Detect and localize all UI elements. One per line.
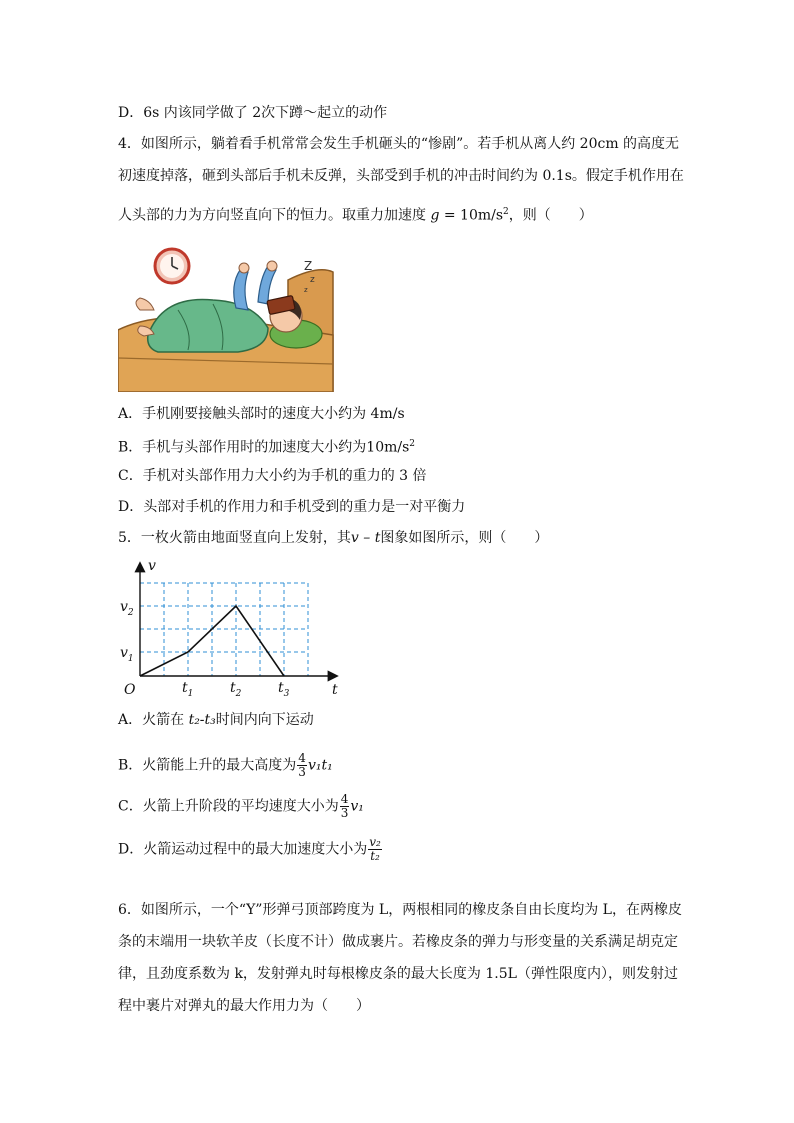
fraction-denominator: 3 [340,806,349,820]
v-axis-label: v [148,558,156,574]
q6-stem-line4: 程中裹片对弹丸的最大作用力为（ ） [118,998,370,1014]
q5-option-a-interval: t₂-t₃ [188,712,216,728]
q5-option-b-expr: v₁t₁ [307,757,333,774]
q5-option-a [118,710,314,730]
q5-vt-symbol: v – t [350,530,381,546]
t2-label: $t_2$ [230,680,242,698]
svg-text:z: z [304,286,308,294]
fraction-denominator: t₂ [370,849,380,863]
fraction-numerator: 4 [298,751,306,765]
q5-option-b [118,752,333,779]
velocity-time-graph [118,558,348,698]
q6-stem-line3: 律，且劲度系数为 k，发射弹丸时每根橡皮条的最大长度为 1.5L（弹性限度内），则发射过 [118,966,678,982]
q5-option-c-fraction [340,793,350,820]
option-d-q3: D．6s 内该同学做了 2次下蹲～起立的动作 [118,105,388,121]
gravity-symbol: g [430,207,440,224]
q4-stem-line2: 初速度掉落，砸到头部后手机未反弹，头部受到手机的冲击时间约为 0.1s。假定手机作用在 [118,168,684,184]
q4-option-b [118,434,415,458]
graph-grid [140,583,308,676]
q5-option-a-text: A．火箭在 [118,712,189,728]
origin-label: O [124,682,136,698]
q5-option-c-text: C．火箭上升阶段的平均速度大小为 [118,798,339,815]
q5-stem-text: 5．一枚火箭由地面竖直向上发射，其 [118,530,351,546]
q4-option-d: D．头部对手机的作用力和手机受到的重力是一对平衡力 [118,499,466,515]
q5-option-d [118,836,383,863]
q5-option-c [118,793,364,820]
q5-option-d-fraction [368,836,382,863]
q5-option-d-text: D．火箭运动过程中的最大加速度大小为 [118,841,368,858]
q5-option-b-text: B．火箭能上升的最大高度为 [118,757,297,774]
q4-option-b-text: B．手机与头部作用时的加速度大小约为10m/s [118,439,410,456]
q4-option-a: A．手机刚要接触头部时的速度大小约为 4m/s [118,406,405,422]
gravity-exponent: 2 [503,207,509,217]
q4-bracket: ，则（ ） [508,207,593,224]
fraction-numerator: 4 [340,792,349,806]
q6-stem-line1: 6．如图所示，一个“Y”形弹弓顶部跨度为 L，两根相同的橡皮条自由长度均为 L，在两橡皮 [118,902,682,918]
q4-stem-line3 [118,202,593,226]
svg-text:z: z [310,275,315,285]
fraction-numerator: v₂ [369,835,381,849]
q4-option-c: C．手机对头部作用力大小约为手机的重力的 3 倍 [118,468,427,484]
phone-falling-illustration [118,240,334,392]
sleep-z-icon: Z [304,259,313,273]
v1-label: $v_1$ [120,645,134,664]
q5-option-a-tail: 时间内向下运动 [215,712,314,728]
gravity-value: = 10m/s [439,207,504,224]
q5-option-c-expr: v₁ [350,798,364,815]
fraction-denominator: 3 [298,765,306,779]
q4-stem-line1: 4．如图所示，躺着看手机常常会发生手机砸头的“惨剧”。若手机从离人约 20cm 的高度无 [118,136,680,152]
alarm-clock-icon [155,249,189,283]
t-axis-label: t [332,682,338,698]
q5-option-b-fraction [297,752,307,779]
q5-stem-tail: 图象如图所示，则（ ） [380,530,549,546]
t1-label: $t_1$ [182,680,194,698]
t3-label: $t_3$ [278,680,290,698]
q4-option-b-exponent: 2 [409,439,416,449]
q4-stem-text: 人头部的力为方向竖直向下的恒力。取重力加速度 [118,207,431,224]
q5-stem [118,528,548,548]
q6-stem-line2: 条的末端用一块软羊皮（长度不计）做成裹片。若橡皮条的弹力与形变量的关系满足胡克定 [118,934,678,950]
v2-label: $v_2$ [120,599,134,618]
